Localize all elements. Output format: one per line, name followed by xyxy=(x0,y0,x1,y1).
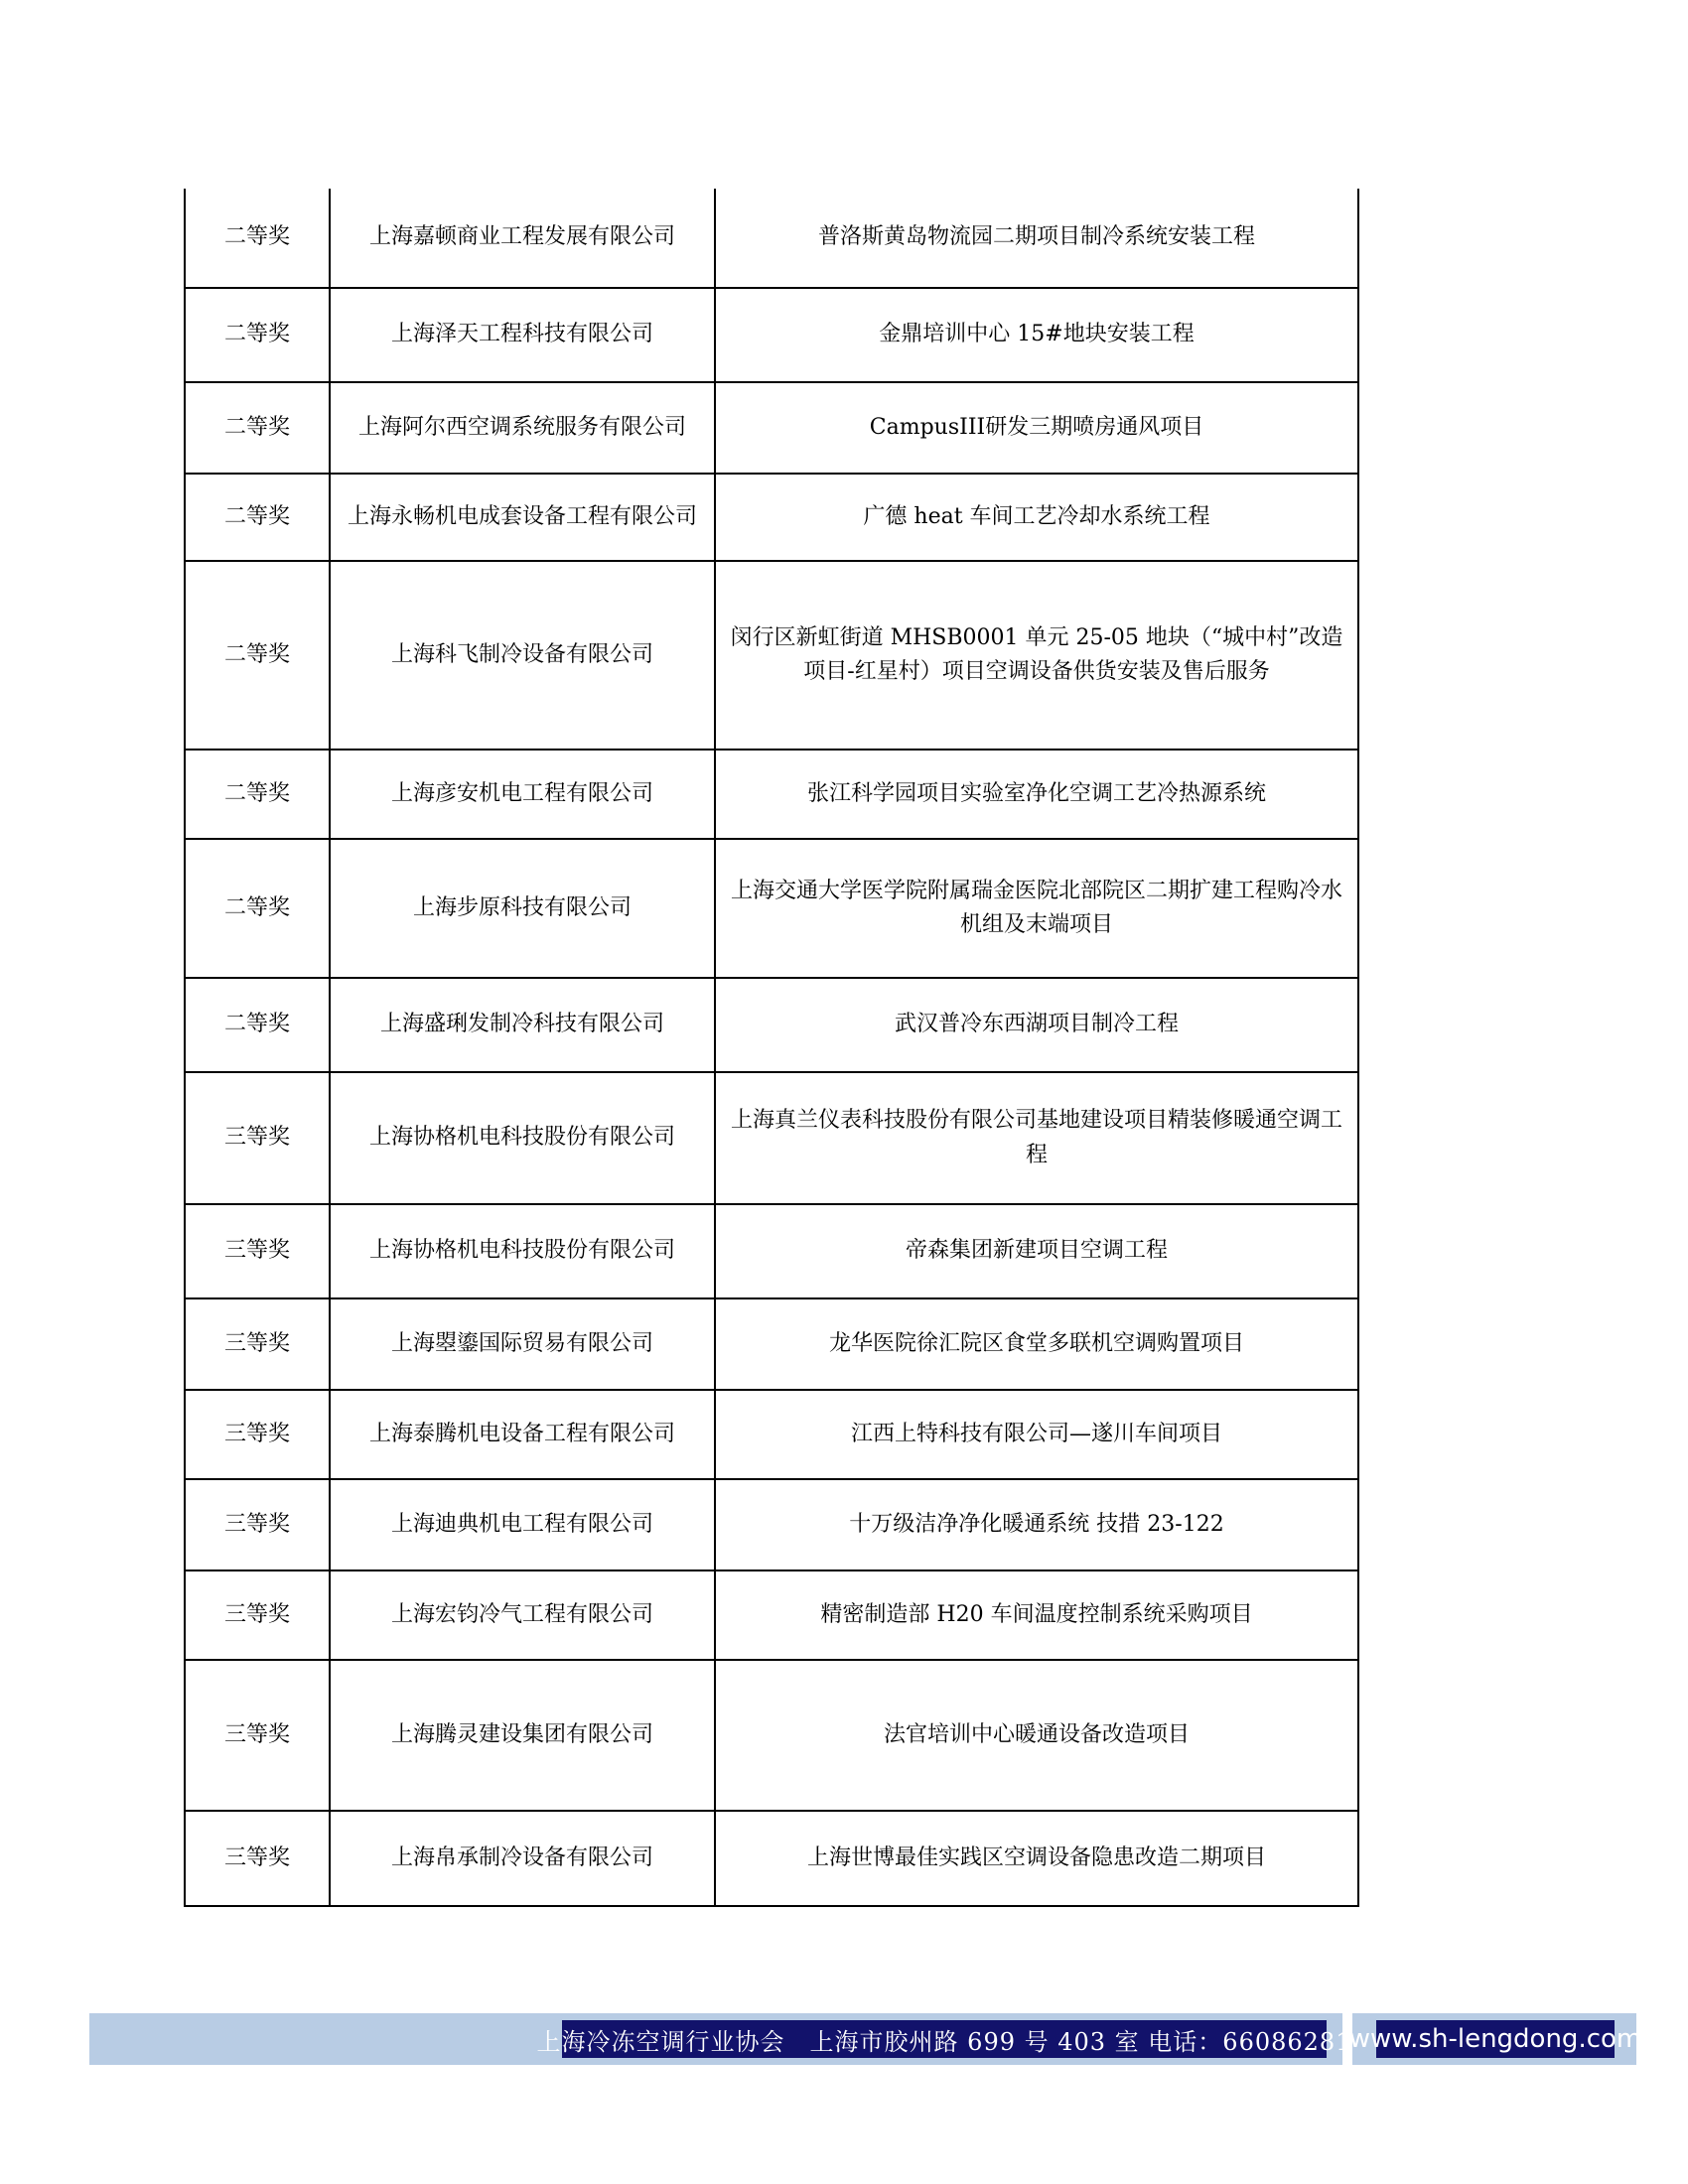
company-cell: 上海永畅机电成套设备工程有限公司 xyxy=(330,474,715,561)
footer-association-text: 上海冷冻空调行业协会 上海市胶州路 699 号 403 室 电话：66086281 xyxy=(536,2027,1352,2056)
company-cell: 上海步原科技有限公司 xyxy=(330,839,715,978)
project-cell: 龙华医院徐汇院区食堂多联机空调购置项目 xyxy=(715,1298,1358,1390)
project-cell: 帝森集团新建项目空调工程 xyxy=(715,1204,1358,1298)
footer-band-website xyxy=(1348,2013,1642,2065)
company-cell: 上海阿尔西空调系统服务有限公司 xyxy=(330,382,715,474)
company-cell: 上海科飞制冷设备有限公司 xyxy=(330,561,715,750)
award-cell: 二等奖 xyxy=(185,839,330,978)
awards-table-wrap xyxy=(184,189,1357,1907)
company-cell: 上海盛琍发制冷科技有限公司 xyxy=(330,978,715,1072)
project-cell: 普洛斯黄岛物流园二期项目制冷系统安装工程 xyxy=(715,189,1358,288)
project-cell: 金鼎培训中心 15#地块安装工程 xyxy=(715,288,1358,382)
project-cell: 上海真兰仪表科技股份有限公司基地建设项目精装修暖通空调工程 xyxy=(715,1072,1358,1204)
table-row xyxy=(185,1390,1358,1479)
project-cell: 武汉普冷东西湖项目制冷工程 xyxy=(715,978,1358,1072)
table-row xyxy=(185,750,1358,839)
project-cell: 精密制造部 H20 车间温度控制系统采购项目 xyxy=(715,1570,1358,1660)
award-cell: 二等奖 xyxy=(185,561,330,750)
table-row xyxy=(185,1298,1358,1390)
footer-website-box xyxy=(1348,2020,1642,2058)
table-row xyxy=(185,474,1358,561)
award-cell: 二等奖 xyxy=(185,978,330,1072)
award-cell: 三等奖 xyxy=(185,1072,330,1204)
award-cell: 三等奖 xyxy=(185,1204,330,1298)
company-cell: 上海嘉顿商业工程发展有限公司 xyxy=(330,189,715,288)
award-cell: 二等奖 xyxy=(185,382,330,474)
table-row xyxy=(185,978,1358,1072)
award-cell: 二等奖 xyxy=(185,750,330,839)
table-row xyxy=(185,561,1358,750)
project-cell: 闵行区新虹街道 MHSB0001 单元 25-05 地块（“城中村”改造项目-红星村）项目空调设备供货安装及售后服务 xyxy=(715,561,1358,750)
awards-table-body xyxy=(185,189,1358,1906)
award-cell: 二等奖 xyxy=(185,474,330,561)
company-cell: 上海协格机电科技股份有限公司 xyxy=(330,1204,715,1298)
table-row xyxy=(185,1570,1358,1660)
table-row xyxy=(185,382,1358,474)
table-row xyxy=(185,1479,1358,1570)
project-cell: 江西上特科技有限公司—遂川车间项目 xyxy=(715,1390,1358,1479)
project-cell: 法官培训中心暖通设备改造项目 xyxy=(715,1660,1358,1811)
company-cell: 上海迪典机电工程有限公司 xyxy=(330,1479,715,1570)
award-cell: 三等奖 xyxy=(185,1479,330,1570)
company-cell: 上海帛承制冷设备有限公司 xyxy=(330,1811,715,1906)
table-row xyxy=(185,1660,1358,1811)
award-cell: 三等奖 xyxy=(185,1298,330,1390)
table-row xyxy=(185,1072,1358,1204)
company-cell: 上海泽天工程科技有限公司 xyxy=(330,288,715,382)
table-row xyxy=(185,189,1358,288)
award-cell: 二等奖 xyxy=(185,288,330,382)
award-cell: 三等奖 xyxy=(185,1660,330,1811)
project-cell: 十万级洁净净化暖通系统 技措 23-122 xyxy=(715,1479,1358,1570)
awards-table xyxy=(184,189,1359,1907)
table-row xyxy=(185,1204,1358,1298)
company-cell: 上海泰腾机电设备工程有限公司 xyxy=(330,1390,715,1479)
project-cell: CampusIII研发三期喷房通风项目 xyxy=(715,382,1358,474)
table-row xyxy=(185,839,1358,978)
footer-website-text: www.sh-lengdong.com xyxy=(1348,2024,1642,2054)
award-cell: 三等奖 xyxy=(185,1570,330,1660)
project-cell: 张江科学园项目实验室净化空调工艺冷热源系统 xyxy=(715,750,1358,839)
company-cell: 上海腾灵建设集团有限公司 xyxy=(330,1660,715,1811)
company-cell: 上海协格机电科技股份有限公司 xyxy=(330,1072,715,1204)
company-cell: 上海宏钧冷气工程有限公司 xyxy=(330,1570,715,1660)
company-cell: 上海彦安机电工程有限公司 xyxy=(330,750,715,839)
project-cell: 上海交通大学医学院附属瑞金医院北部院区二期扩建工程购冷水机组及末端项目 xyxy=(715,839,1358,978)
table-row xyxy=(185,1811,1358,1906)
company-cell: 上海曌鎏国际贸易有限公司 xyxy=(330,1298,715,1390)
footer-association-box xyxy=(536,2020,1352,2058)
project-cell: 广德 heat 车间工艺冷却水系统工程 xyxy=(715,474,1358,561)
award-cell: 三等奖 xyxy=(185,1811,330,1906)
project-cell: 上海世博最佳实践区空调设备隐患改造二期项目 xyxy=(715,1811,1358,1906)
footer-band-association xyxy=(89,2013,1352,2065)
award-cell: 三等奖 xyxy=(185,1390,330,1479)
award-cell: 二等奖 xyxy=(185,189,330,288)
table-row xyxy=(185,288,1358,382)
